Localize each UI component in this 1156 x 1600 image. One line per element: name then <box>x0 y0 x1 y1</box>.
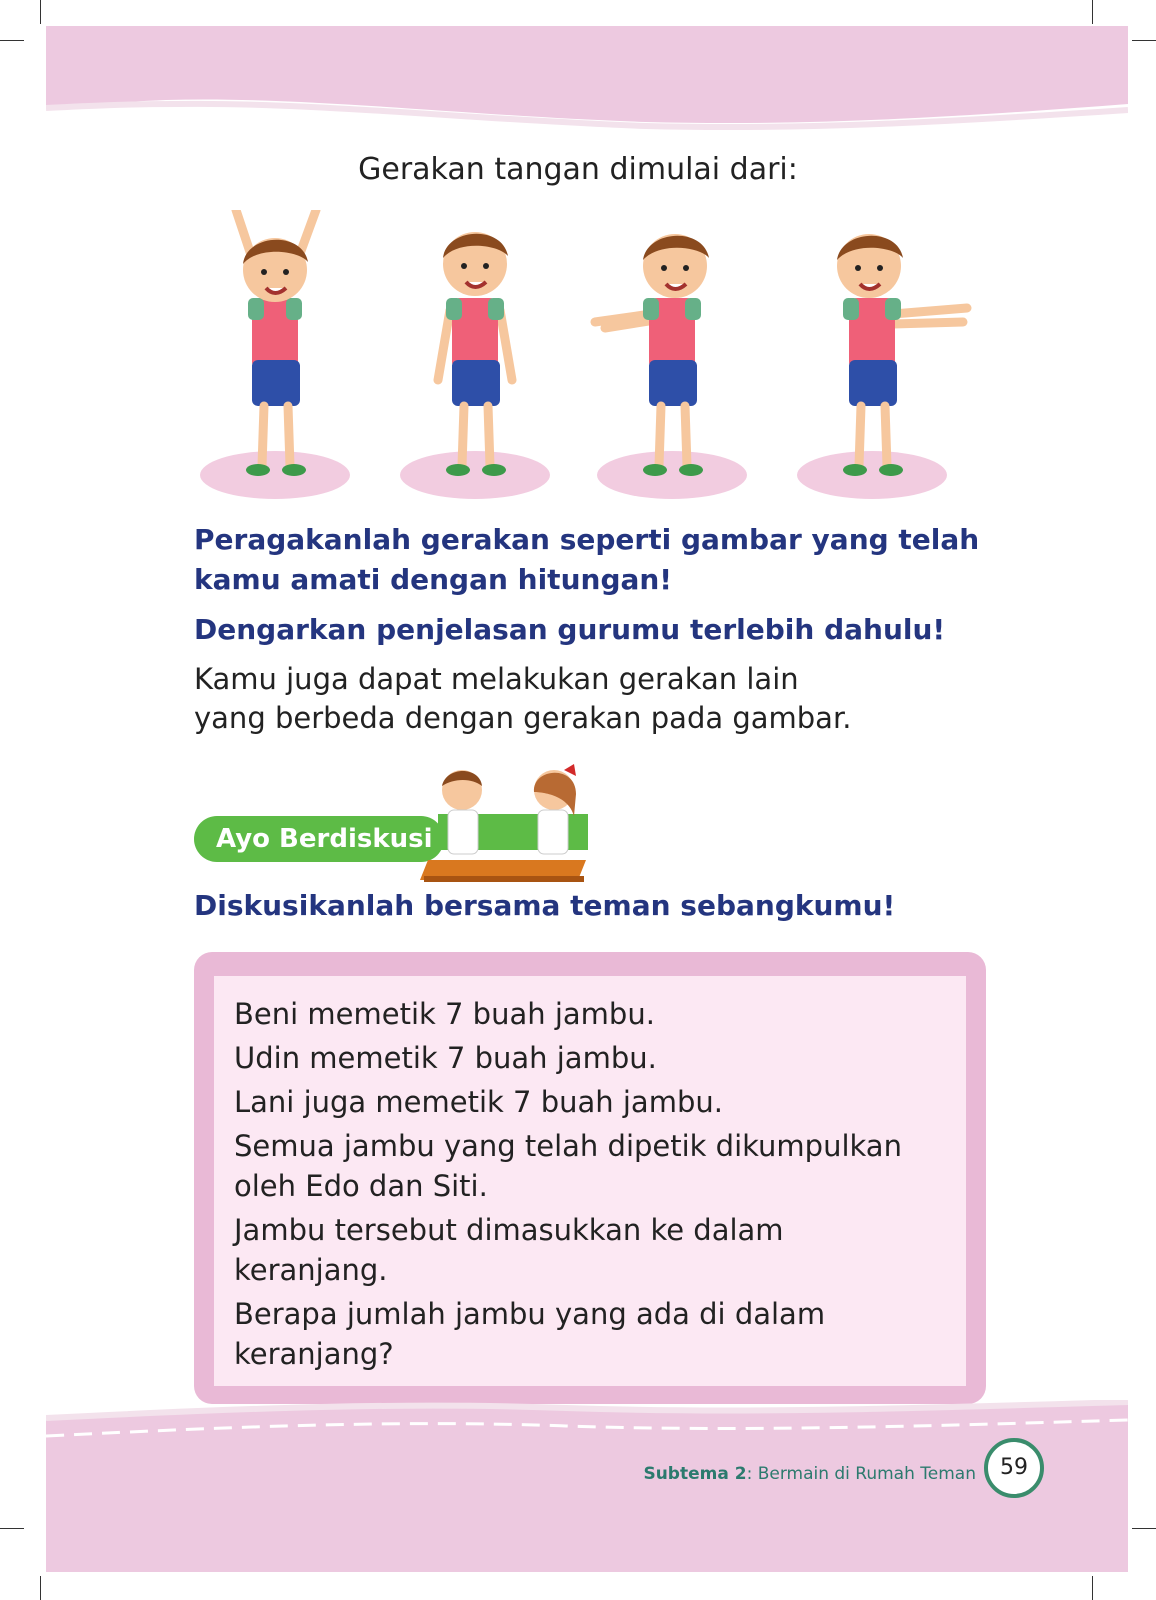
child-arms-up-illustration <box>200 210 350 499</box>
discussion-prompt: Diskusikanlah bersama teman sebangkumu! <box>194 889 896 922</box>
child-arms-sideways-illustration <box>797 234 967 499</box>
note-paragraph <box>194 660 994 738</box>
crop-mark <box>0 1528 24 1529</box>
story-line: Semua jambu yang telah dipetik dikumpulkan <box>234 1129 902 1163</box>
movement-illustrations <box>180 210 1000 520</box>
story-sentence: Udin memetik 7 buah jambu. <box>234 1041 657 1075</box>
story-line: oleh Edo dan Siti. <box>234 1169 488 1203</box>
story-sentence <box>234 1126 954 1206</box>
note-line: Kamu juga dapat melakukan gerakan lain <box>194 662 799 696</box>
footer-band <box>46 1400 1128 1572</box>
subtheme-label <box>643 1464 976 1484</box>
subtheme-title: : Bermain di Rumah Teman <box>746 1464 976 1484</box>
crop-mark <box>1132 40 1156 41</box>
crop-mark <box>1092 0 1093 24</box>
instruction-line: Peragakanlah gerakan seperti gambar yang telah <box>194 523 980 556</box>
story-question <box>234 1294 954 1374</box>
note-line: yang berbeda dengan gerakan pada gambar. <box>194 701 852 735</box>
story-line: keranjang. <box>234 1253 388 1287</box>
crop-mark <box>1092 1576 1093 1600</box>
crop-mark <box>0 40 24 41</box>
crop-mark <box>40 1576 41 1600</box>
header-band <box>46 26 1128 146</box>
story-sentence <box>234 1210 954 1290</box>
instruction-line: kamu amati dengan hitungan! <box>194 563 673 596</box>
story-sentence: Beni memetik 7 buah jambu. <box>234 997 655 1031</box>
intro-text: Gerakan tangan dimulai dari: <box>358 152 798 187</box>
page-number: 59 <box>984 1438 1044 1498</box>
story-line: keranjang? <box>234 1337 394 1371</box>
subtheme-number: Subtema 2 <box>643 1464 747 1484</box>
story-sentence: Lani juga memetik 7 buah jambu. <box>234 1085 723 1119</box>
instruction-heading <box>194 520 994 600</box>
story-text <box>234 994 954 1378</box>
crop-mark <box>40 0 41 24</box>
story-line: Jambu tersebut dimasukkan ke dalam <box>234 1213 784 1247</box>
story-line: Berapa jumlah jambu yang ada di dalam <box>234 1297 826 1331</box>
child-arms-down-illustration <box>400 232 550 499</box>
discussion-label: Ayo Berdiskusi <box>194 816 444 862</box>
children-discussing-illustration <box>418 764 598 888</box>
instruction-listen: Dengarkan penjelasan gurumu terlebih dahulu! <box>194 613 946 646</box>
child-arms-forward-illustration <box>595 234 747 499</box>
crop-mark <box>1132 1528 1156 1529</box>
